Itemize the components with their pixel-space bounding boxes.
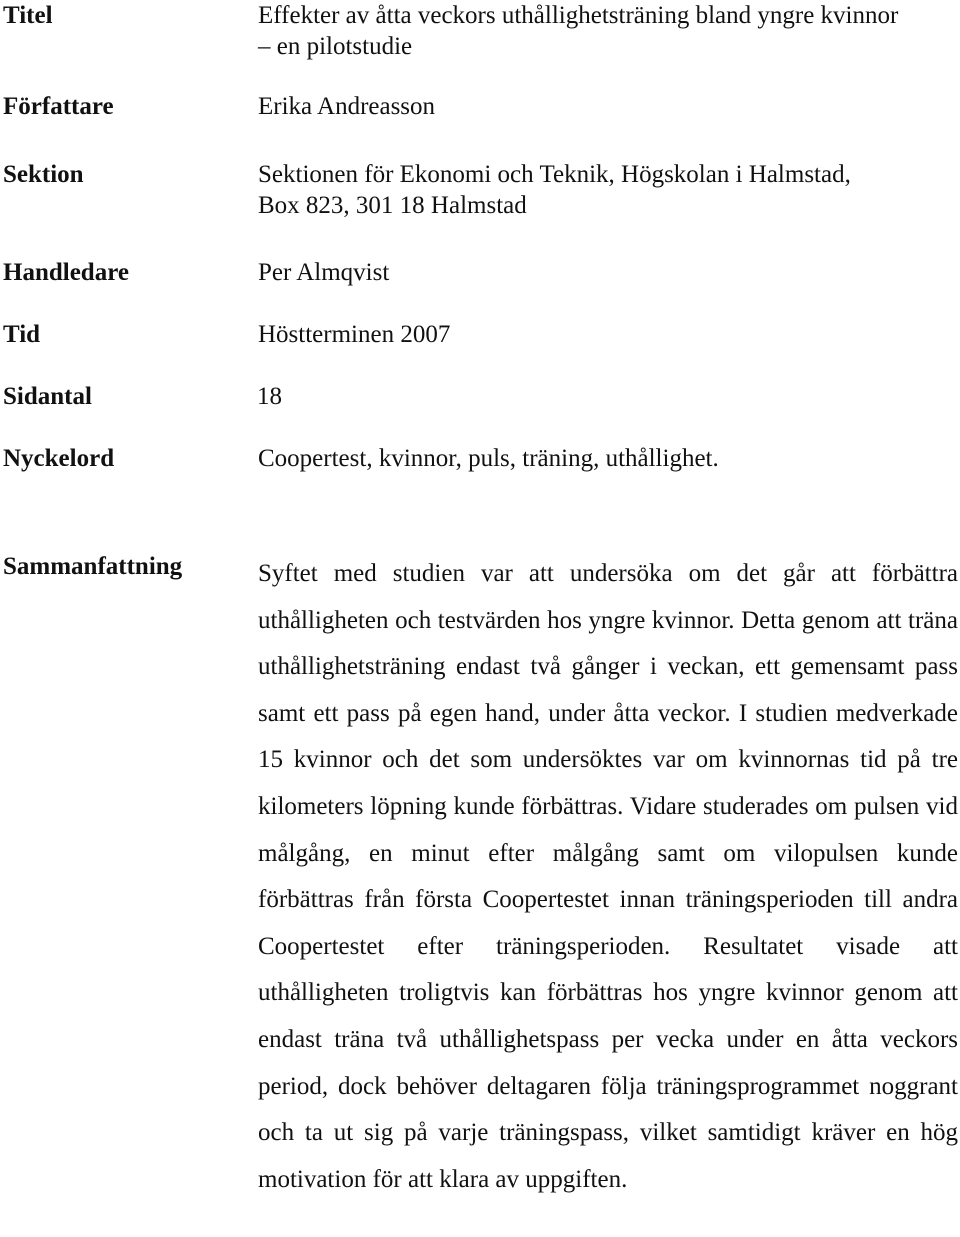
forfattare-value: [258, 91, 956, 122]
handledare-value: [258, 257, 956, 288]
handledare-label: Handledare: [3, 259, 129, 286]
sektion-line-2: Box 823, 301 18 Halmstad: [258, 192, 527, 219]
forfattare-label: Författare: [3, 93, 114, 120]
handledare-text: Per Almqvist: [258, 259, 390, 286]
titel-line-1: Effekter av åtta veckors uthållighetsträning bland yngre kvinnor: [258, 2, 899, 29]
titel-line-2: – en pilotstudie: [258, 33, 413, 60]
tid-label: Tid: [3, 321, 41, 348]
tid-value: [258, 319, 956, 350]
titel-value: [258, 0, 956, 62]
sektion-line-1: Sektionen för Ekonomi och Teknik, Högskolan i Halmstad,: [258, 161, 851, 188]
tid-text: Höstterminen 2007: [258, 321, 451, 348]
sammanfattning-text: Syftet med studien var att undersöka om det går att förbättra uthålligheten och testvärden hos yngre kvinnor. Detta genom att träna uthållighetsträning endast två gånger i veckan, ett gemensamt pass samt ett pass på egen hand, under åtta veckor. I studien medverkade 15 kvinnor och det som undersöktes var om kvinnornas tid på tre kilometers löpning kunde förbättras. Vidare studerades om pulsen vid målgång, en minut efter målgång samt om vilopulsen kunde förbättras från första Coopertestet innan träningsperioden till andra Coopertestet efter träningsperioden. Resultatet visade att uthålligheten troligtvis kan förbättras hos yngre kvinnor genom att endast träna två uthållighetspass per vecka under en åtta veckors period, dock behöver deltagaren följa träningsprogrammet noggrant och ta ut sig på varje träningspass, vilket samtidigt kräver en hög motivation för att klara av uppgiften.: [258, 560, 958, 1193]
sammanfattning-label: Sammanfattning: [3, 553, 183, 580]
sidantal-label: Sidantal: [3, 383, 92, 410]
nyckelord-value: [258, 443, 956, 474]
forfattare-text: Erika Andreasson: [258, 93, 436, 120]
sidantal-text: 18: [257, 383, 282, 410]
nyckelord-text: Coopertest, kvinnor, puls, träning, uthållighet.: [258, 445, 719, 472]
nyckelord-label: Nyckelord: [3, 445, 115, 472]
sidantal-value: [257, 381, 956, 412]
titel-label: Titel: [3, 2, 53, 29]
sektion-label: Sektion: [3, 161, 84, 188]
sektion-value: [258, 159, 956, 221]
